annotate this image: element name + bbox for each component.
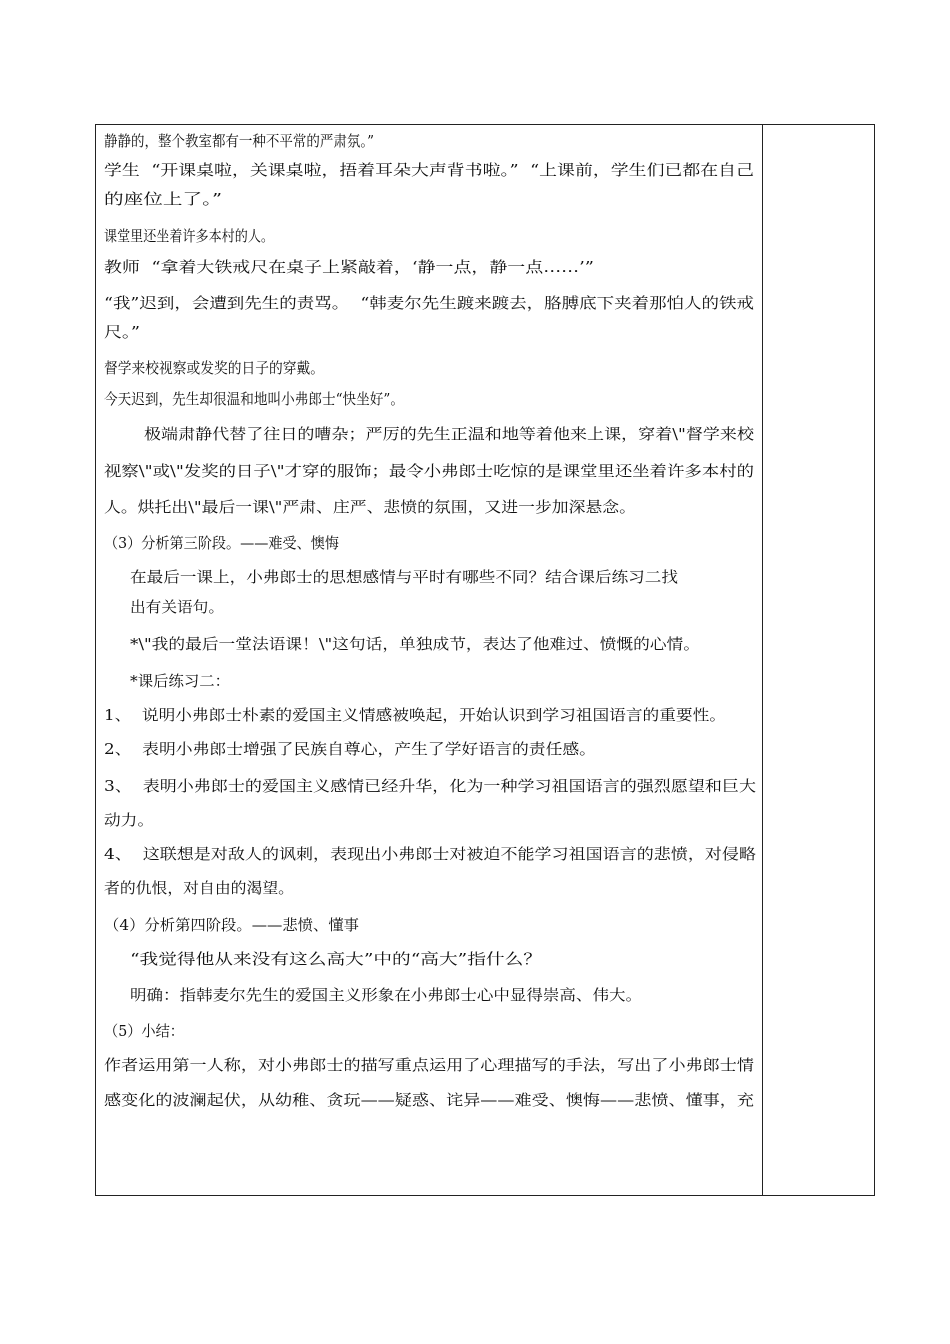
text-line: （3）分析第三阶段。——难受、懊悔 xyxy=(104,534,339,552)
text-line: （4）分析第四阶段。——悲愤、懂事 xyxy=(104,916,359,934)
text-line: “我觉得他从来没有这么高大”中的“高大”指什么？ xyxy=(130,950,542,968)
text-line: 静静的，整个教室都有一种不平常的严肃氛。” xyxy=(104,132,374,150)
text-line: 视察\"或\"发奖的日子\"才穿的服饰；最令小弗郎士吃惊的是课堂里还坐着许多本村的 xyxy=(104,462,754,480)
text-line: “我”迟到，会遭到先生的责骂。 “韩麦尔先生踱来踱去，胳膊底下夹着那怕人的铁戒 xyxy=(104,294,754,312)
lesson-plan-table xyxy=(95,124,875,1196)
text-line: 极端肃静代替了往日的嘈杂；严厉的先生正温和地等着他来上课，穿着\"督学来校 xyxy=(144,425,754,443)
text-line: 2、 表明小弗郎士增强了民族自尊心，产生了学好语言的责任感。 xyxy=(104,740,596,758)
text-line: 出有关语句。 xyxy=(130,598,224,616)
text-line: *课后练习二： xyxy=(130,672,230,690)
text-line: 者的仇恨，对自由的渴望。 xyxy=(104,879,294,897)
text-line: 动力。 xyxy=(104,811,154,829)
text-line: 3、 表明小弗郎士的爱国主义感情已经升华，化为一种学习祖国语言的强烈愿望和巨大 xyxy=(104,777,756,795)
text-line: 4、 这联想是对敌人的讽刺，表现出小弗郎士对被迫不能学习祖国语言的悲愤，对侵略 xyxy=(104,845,756,863)
text-line: 教师 “拿着大铁戒尺在桌子上紧敲着，‘静一点，静一点……’” xyxy=(104,258,594,276)
text-line: （5）小结： xyxy=(104,1022,184,1040)
text-line: 课堂里还坐着许多本村的人。 xyxy=(104,227,274,245)
text-line: *\"我的最后一堂法语课！\"这句话，单独成节，表达了他难过、愤慨的心情。 xyxy=(130,635,700,653)
lesson-content xyxy=(96,125,876,1197)
text-line: 作者运用第一人称，对小弗郎士的描写重点运用了心理描写的手法，写出了小弗郎士情 xyxy=(104,1056,754,1074)
text-line: 学生 “开课桌啦，关课桌啦，捂着耳朵大声背书啦。” “上课前，学生们已都在自己 xyxy=(104,161,754,179)
text-line: 今天迟到，先生却很温和地叫小弗郎士“快坐好”。 xyxy=(104,390,404,408)
text-line: 明确：指韩麦尔先生的爱国主义形象在小弗郎士心中显得崇高、伟大。 xyxy=(130,986,642,1004)
text-line: 督学来校视察或发奖的日子的穿戴。 xyxy=(104,359,324,377)
text-line: 的座位上了。” xyxy=(104,190,222,208)
text-line: 人。烘托出\"最后一课\"严肃、庄严、悲愤的氛围，又进一步加深悬念。 xyxy=(104,498,636,516)
text-line: 尺。” xyxy=(104,323,140,341)
text-line: 在最后一课上，小弗郎士的思想感情与平时有哪些不同？结合课后练习二找 xyxy=(130,568,678,586)
text-line: 1、 说明小弗郎士朴素的爱国主义情感被唤起，开始认识到学习祖国语言的重要性。 xyxy=(104,706,726,724)
text-line: 感变化的波澜起伏，从幼稚、贪玩——疑惑、诧异——难受、懊悔——悲愤、懂事，充 xyxy=(104,1091,754,1109)
